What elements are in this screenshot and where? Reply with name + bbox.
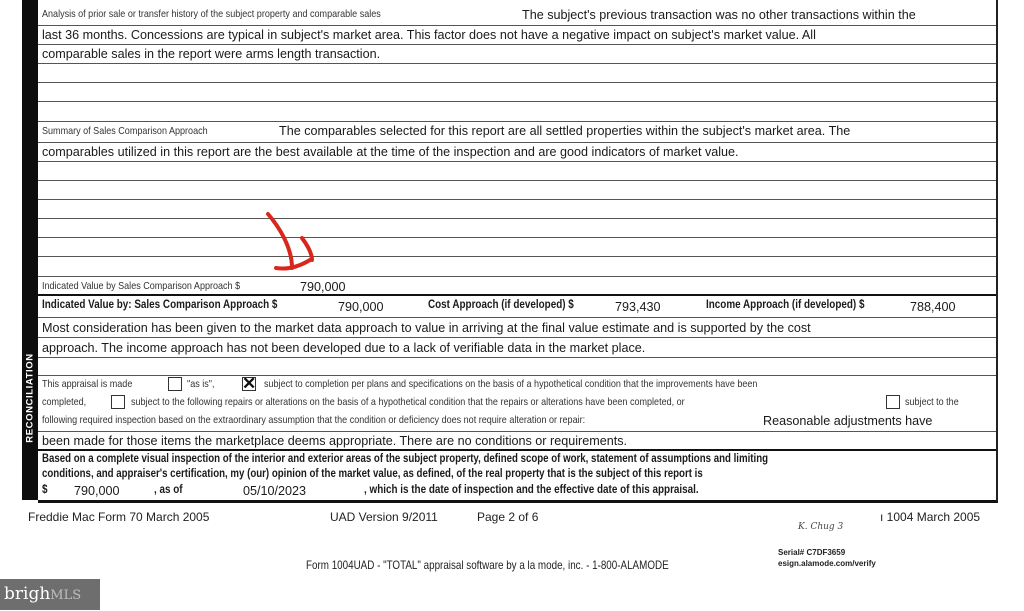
prior-sale-label: Analysis of prior sale or transfer history of the subject property and comparable sales — [42, 8, 381, 20]
prior-sale-text-2: last 36 months. Concessions are typical in subject's market area. This factor does not have a negative impact on subject's market value. All — [42, 28, 816, 42]
rule-line — [38, 82, 996, 83]
footer-page-number: Page 2 of 6 — [477, 510, 539, 524]
summary-text-2: comparables utilized in this report are the best available at the time of the inspection and are good indicators of market value. — [42, 145, 739, 159]
rule-line — [38, 357, 996, 358]
red-arrow-annotation — [262, 208, 324, 274]
based-on-text-2: conditions, and appraiser's certification, my (our) opinion of the market value, as defined, of the real property that is the subject of this report is — [42, 467, 703, 480]
reconciliation-section-label: RECONCILIATION — [24, 353, 36, 443]
footer-software-line: Form 1004UAD - "TOTAL" appraisal software by a la mode, inc. - 1-800-ALAMODE — [306, 558, 669, 572]
reasonable-text-2: been made for those items the marketplace deems appropriate. There are no conditions or requirements. — [42, 434, 627, 448]
indicated-sales-value: 790,000 — [300, 280, 346, 294]
rule-line — [38, 317, 996, 318]
completion-label: subject to completion per plans and specifications on the basis of a hypothetical condition that the improvements have been — [264, 378, 758, 390]
appraiser-signature: K. Chug 3 — [798, 522, 844, 532]
rule-line — [38, 44, 996, 45]
dollar-sign: $ — [42, 484, 48, 496]
bright-mls-logo: brighMLS — [0, 579, 100, 610]
rule-line — [38, 276, 996, 277]
rule-line — [38, 375, 996, 376]
rule-line — [38, 237, 996, 238]
esign-url: esign.alamode.com/verify — [778, 559, 876, 568]
rule-line — [38, 25, 996, 26]
section-divider — [38, 449, 996, 451]
rule-line — [38, 63, 996, 64]
prior-sale-text-3: comparable sales in the report were arms length transaction. — [42, 47, 381, 61]
based-on-text-1: Based on a complete visual inspection of the interior and exterior areas of the subject property, defined scope of work, statement of assumptions and limiting — [42, 452, 769, 465]
completion-checked-mark: ✕ — [242, 374, 257, 393]
rule-line — [38, 180, 996, 181]
indicated-sales-label: Indicated Value by Sales Comparison Approach $ — [42, 280, 241, 292]
repairs-checkbox[interactable] — [111, 395, 125, 409]
section-divider — [38, 294, 996, 296]
final-value: 790,000 — [74, 484, 120, 498]
rule-line — [38, 431, 996, 432]
cost-approach-value: 793,430 — [615, 300, 661, 314]
footer-form-left: Freddie Mac Form 70 March 2005 — [28, 510, 210, 524]
rule-line — [38, 121, 996, 122]
cost-approach-label: Cost Approach (if developed) $ — [428, 299, 574, 311]
rule-line — [38, 218, 996, 219]
footer-form-right: ı 1004 March 2005 — [880, 510, 981, 524]
serial-number: Serial# C7DF3659 — [778, 548, 846, 557]
effective-date: 05/10/2023 — [243, 484, 307, 498]
summary-label: Summary of Sales Comparison Approach — [42, 125, 208, 137]
as-is-label: "as is", — [187, 378, 215, 390]
income-approach-value: 788,400 — [910, 300, 956, 314]
as-of-label: , as of — [154, 484, 183, 496]
reasonable-text: Reasonable adjustments have — [763, 414, 933, 428]
inspection-checkbox[interactable] — [886, 395, 900, 409]
recon-comment-2: approach. The income approach has not been developed due to a lack of verifiable data in the market place. — [42, 341, 646, 355]
completed-label: completed, — [42, 396, 87, 408]
recon-comment-1: Most consideration has been given to the market data approach to value in arriving at the final value estimate and is supported by the cost — [42, 321, 811, 335]
recon-sales-label: Indicated Value by: Sales Comparison Approach $ — [42, 299, 278, 311]
effective-date-statement: , which is the date of inspection and the effective date of this appraisal. — [364, 484, 699, 496]
rule-line — [38, 199, 996, 200]
as-is-checkbox[interactable] — [168, 377, 182, 391]
rule-line — [38, 142, 996, 143]
subject-to-the-label: subject to the — [905, 396, 959, 408]
footer-uad-version: UAD Version 9/2011 — [330, 510, 438, 524]
prior-sale-text-1: The subject's previous transaction was no other transactions within the — [522, 8, 916, 22]
rule-line — [38, 101, 996, 102]
following-label: following required inspection based on the extraordinary assumption that the condition or deficiency does not require alteration or repair: — [42, 414, 586, 426]
rule-line — [38, 337, 996, 338]
rule-line — [38, 161, 996, 162]
repairs-label: subject to the following repairs or alterations on the basis of a hypothetical condition that the repairs or alterations have been completed, or — [131, 396, 685, 408]
appraisal-made-label: This appraisal is made — [42, 378, 133, 390]
recon-sales-value: 790,000 — [338, 300, 384, 314]
income-approach-label: Income Approach (if developed) $ — [706, 299, 865, 311]
rule-line — [38, 256, 996, 257]
summary-text-1: The comparables selected for this report are all settled properties within the subject's market area. The — [279, 124, 851, 138]
